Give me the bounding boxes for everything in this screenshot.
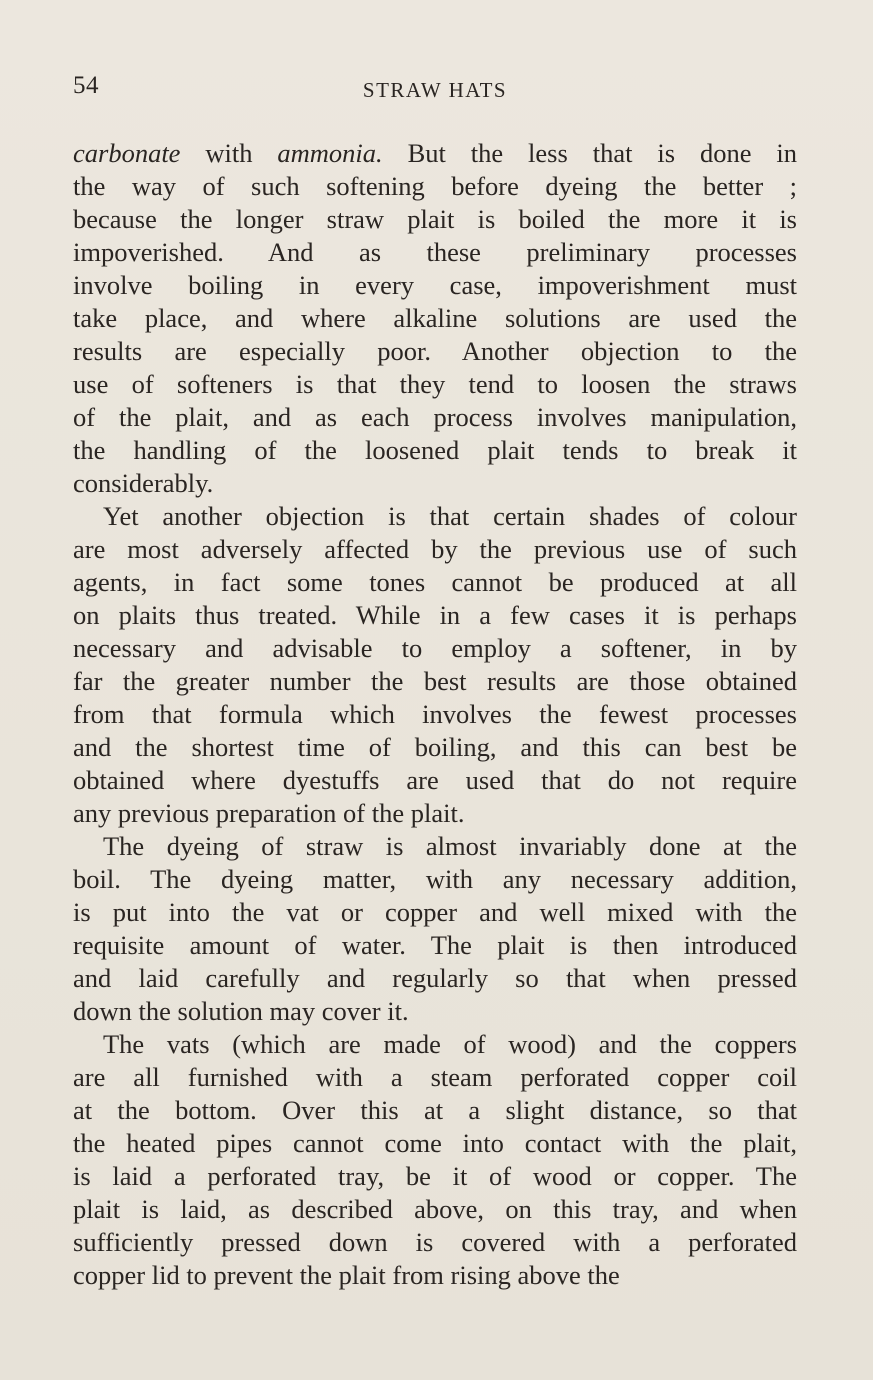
text-line: because the longer straw plait is boiled the more it is [73,204,797,234]
text-line: impoverished. And as these preliminary processes [73,237,797,267]
text-line: down the solution may cover it. [73,996,409,1026]
text-line: are most adversely affected by the previous use of such [73,534,797,564]
text-line: necessary and advisable to employ a softener, in by [73,633,797,663]
text-line: involve boiling in every case, impoverishment must [73,270,797,300]
italic-term: carbonate [73,138,181,168]
paragraph [73,1028,797,1292]
text-line: of the plait, and as each process involves manipulation, [73,402,797,432]
text-line: use of softeners is that they tend to loosen the straws [73,369,797,399]
text-line: requisite amount of water. The plait is then introduced [73,930,797,960]
paragraph [73,830,797,1028]
text-line: considerably. [73,468,214,498]
page-header [73,72,797,108]
text-line: far the greater number the best results are those obtained [73,666,797,696]
text-line: take place, and where alkaline solutions are used the [73,303,797,333]
text-line: the handling of the loosened plait tends to break it [73,435,797,465]
page-number: 54 [73,72,99,99]
text-line: plait is laid, as described above, on this tray, and when [73,1194,797,1224]
text-run: But the less that is done in [382,138,797,168]
paragraph [73,500,797,830]
text-line: the way of such softening before dyeing the better ; [73,171,797,201]
running-head: STRAW HATS [362,78,508,102]
text-line: the heated pipes cannot come into contact with the plait, [73,1128,797,1158]
body-text [73,137,797,1292]
text-line: sufficiently pressed down is covered with a perforated [73,1227,797,1257]
italic-term: ammonia. [277,138,383,168]
text-line: from that formula which involves the fewest processes [73,699,797,729]
text-line: and the shortest time of boiling, and this can best be [73,732,797,762]
text-line: any previous preparation of the plait. [73,798,465,828]
text-line: results are especially poor. Another objection to the [73,336,797,366]
text-line: and laid carefully and regularly so that when pressed [73,963,797,993]
text-line: at the bottom. Over this at a slight distance, so that [73,1095,797,1125]
text-line: The dyeing of straw is almost invariably done at the [103,831,797,861]
text-line: is put into the vat or copper and well mixed with the [73,897,797,927]
text-line: on plaits thus treated. While in a few cases it is perhaps [73,600,797,630]
text-line: boil. The dyeing matter, with any necessary addition, [73,864,797,894]
text-line: are all furnished with a steam perforated copper coil [73,1062,797,1092]
text-line: agents, in fact some tones cannot be produced at all [73,567,797,597]
text-line: The vats (which are made of wood) and the coppers [103,1029,797,1059]
text-line: copper lid to prevent the plait from rising above the [73,1260,620,1290]
paragraph [73,137,797,500]
text-line: obtained where dyestuffs are used that do not require [73,765,797,795]
text-line [73,137,797,170]
text-line: is laid a perforated tray, be it of wood or copper. The [73,1161,797,1191]
text-run: with [180,138,278,168]
text-line: Yet another objection is that certain shades of colour [103,501,797,531]
